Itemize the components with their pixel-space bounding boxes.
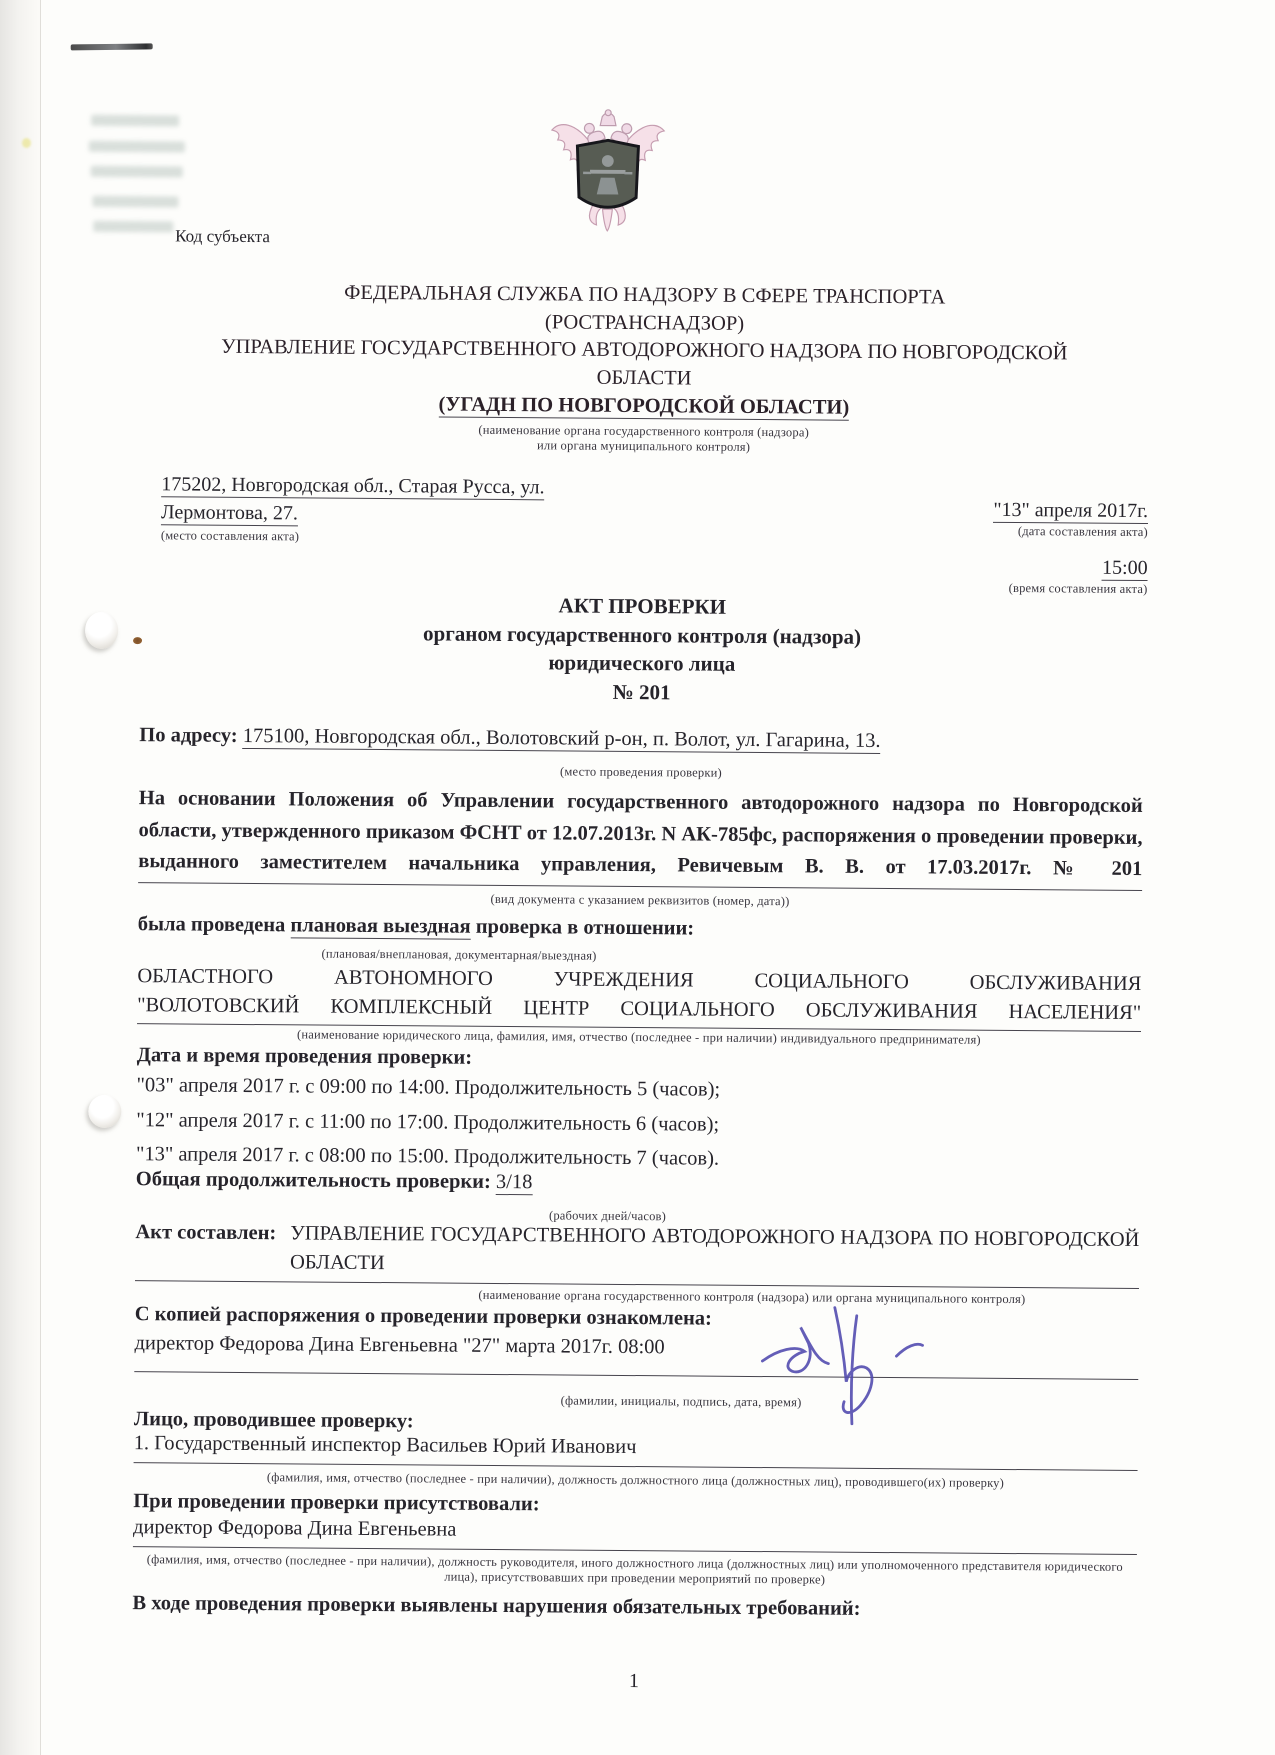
hole-punch-mark	[88, 1095, 121, 1128]
act-time-value: 15:00	[1101, 556, 1148, 580]
document-title	[140, 588, 1145, 710]
acquainted-label: С копией распоряжения о проведении проверки ознакомлена:	[134, 1303, 712, 1330]
agency-division-line: УПРАВЛЕНИЕ ГОСУДАРСТВЕННОГО АВТОДОРОЖНОГО НАДЗОРА ПО НОВГОРОДСКОЙ	[221, 335, 1068, 365]
inspector-caption: (фамилия, имя, отчество (последнее - при наличии), должность должностного лица (должностных лиц), проводившего(их) проверку)	[266, 1470, 1005, 1490]
act-place-block	[161, 470, 632, 547]
schedule-rows	[136, 1068, 1141, 1179]
violations-label: В ходе проведения проверки выявлены нарушения обязательных требований:	[132, 1592, 861, 1620]
title-line1: АКТ ПРОВЕРКИ	[558, 593, 727, 619]
schedule-row: "12" апреля 2017 г. с 11:00 по 17:00. Продолжительность 6 (часов);	[136, 1108, 720, 1136]
bleedthrough-text-line	[91, 115, 179, 127]
bleedthrough-text-line	[92, 196, 178, 208]
bleedthrough-text-line	[89, 141, 185, 153]
total-duration-label: Общая продолжительность проверки:	[135, 1168, 491, 1193]
handwritten-signature	[756, 1295, 935, 1443]
bleedthrough-text-line	[93, 221, 173, 233]
inspection-address-line	[139, 722, 1143, 757]
signature-line	[134, 1370, 1138, 1380]
act-place-caption: (место составления акта)	[160, 528, 300, 544]
subject-code-label: Код субъекта	[175, 226, 271, 247]
act-composed-block	[135, 1218, 1139, 1289]
address-label: По адресу:	[139, 724, 238, 747]
legal-basis-paragraph: На основании Положения об Управлении государственного автодорожного надзора по Новгородской области, утвержденного приказом ФСНТ от 12.07.2013г. N АК-785фс, распоряжения о проведении проверки, выданного заместителем начальника управления, Ревичевым В. В. от 17.03.2017г. № 201	[138, 783, 1143, 890]
check-type-value: плановая выездная	[290, 914, 471, 938]
act-place-line2: Лермонтова, 27.	[160, 501, 299, 525]
act-number: № 201	[612, 679, 671, 704]
header-caption: (наименование органа государственного контроля (надзора) или органа муниципального контроля)	[478, 422, 810, 454]
address-caption: (место проведения проверки)	[560, 764, 722, 780]
hole-punch-mark	[85, 612, 118, 649]
rostransnadzor-emblem-icon	[543, 105, 672, 245]
total-duration-caption: (рабочих дней/часов)	[548, 1208, 667, 1224]
check-type-suffix: проверка в отношении:	[475, 915, 695, 940]
act-composed-value: УПРАВЛЕНИЕ ГОСУДАРСТВЕННОГО АВТОДОРОЖНОГО НАДЗОРА ПО НОВГОРОДСКОЙ ОБЛАСТИ	[289, 1222, 1140, 1275]
attendees-label: При проведении проверки присутствовали:	[133, 1490, 540, 1516]
inspector-label: Лицо, проводившее проверку:	[133, 1408, 414, 1433]
act-place-line1: 175202, Новгородская обл., Старая Русса, ул.	[161, 473, 545, 499]
act-date-caption: (дата составления акта)	[1017, 524, 1148, 540]
attendees-caption: (фамилия, имя, отчество (последнее - при наличии), должность руководителя, иного должностного лица (должностных лиц) или уполномоченного представителя юридического лица), присутствовавших при проведении мероприятий по проверке)	[146, 1552, 1123, 1587]
attendees-value: директор Федорова Дина Евгеньевна	[133, 1514, 1137, 1555]
agency-short-name: (РОСТРАНСНАДЗОР)	[544, 310, 745, 335]
act-composed-label: Акт составлен:	[135, 1221, 277, 1245]
act-composed-caption: (наименование органа государственного контроля (надзора) или органа муниципального контроля)	[478, 1287, 1026, 1307]
schedule-row: "03" апреля 2017 г. с 09:00 по 14:00. Продолжительность 5 (часов);	[136, 1074, 721, 1101]
check-type-caption: (плановая/внеплановая, документарная/выездная)	[321, 946, 597, 963]
agency-header	[142, 278, 1147, 424]
title-line2: органом государственного контроля (надзора)	[422, 620, 862, 649]
bleedthrough-text-line	[91, 166, 183, 178]
title-line3: юридического лица	[548, 650, 736, 676]
address-value: 175100, Новгородская обл., Волотовский р-он, п. Волот, ул. Гагарина, 13.	[242, 724, 881, 752]
schedule-label: Дата и время проведения проверки:	[136, 1044, 473, 1069]
act-time-caption: (время составления акта)	[1008, 580, 1148, 597]
acquainted-value: директор Федорова Дина Евгеньевна "27" марта 2017г. 08:00	[134, 1332, 665, 1359]
agency-name-line: ФЕДЕРАЛЬНАЯ СЛУЖБА ПО НАДЗОРУ В СФЕРЕ ТРАНСПОРТА	[344, 281, 946, 309]
act-date-time-block	[847, 498, 1156, 597]
entity-name-line2: "ВОЛОТОВСКИЙ КОМПЛЕКСНЫЙ ЦЕНТР СОЦИАЛЬНОГО ОБСЛУЖИВАНИЯ НАСЕЛЕНИЯ"	[137, 991, 1141, 1032]
page-number: 1	[628, 1670, 639, 1693]
total-duration-value: 3/18	[495, 1170, 533, 1194]
staple-mark	[71, 43, 153, 50]
check-type-prefix: была проведена	[137, 913, 286, 937]
entity-caption: (наименование юридического лица, фамилия, имя, отчество (последнее - при наличии) индивидуального предпринимателя)	[296, 1027, 981, 1047]
entity-name-line1: ОБЛАСТНОГО АВТОНОМНОГО УЧРЕЖДЕНИЯ СОЦИАЛЬНОГО ОБСЛУЖИВАНИЯ	[137, 965, 1142, 996]
schedule-row: "13" апреля 2017 г. с 08:00 по 15:00. Продолжительность 7 (часов).	[135, 1143, 720, 1170]
legal-basis-caption: (вид документа с указанием реквизитов (номер, дата))	[490, 891, 790, 909]
agency-division-line: ОБЛАСТИ	[596, 366, 692, 389]
agency-abbreviation: (УГАДН ПО НОВГОРОДСКОЙ ОБЛАСТИ)	[438, 393, 850, 419]
check-type-line	[138, 911, 1142, 946]
inspected-entity-block	[137, 962, 1141, 1032]
acquainted-caption: (фамилии, инициалы, подпись, дата, время)	[560, 1393, 802, 1410]
act-date-value: "13" апреля 2017г.	[993, 498, 1149, 523]
inspector-value: 1. Государственный инспектор Васильев Юрий Иванович	[134, 1430, 1138, 1471]
